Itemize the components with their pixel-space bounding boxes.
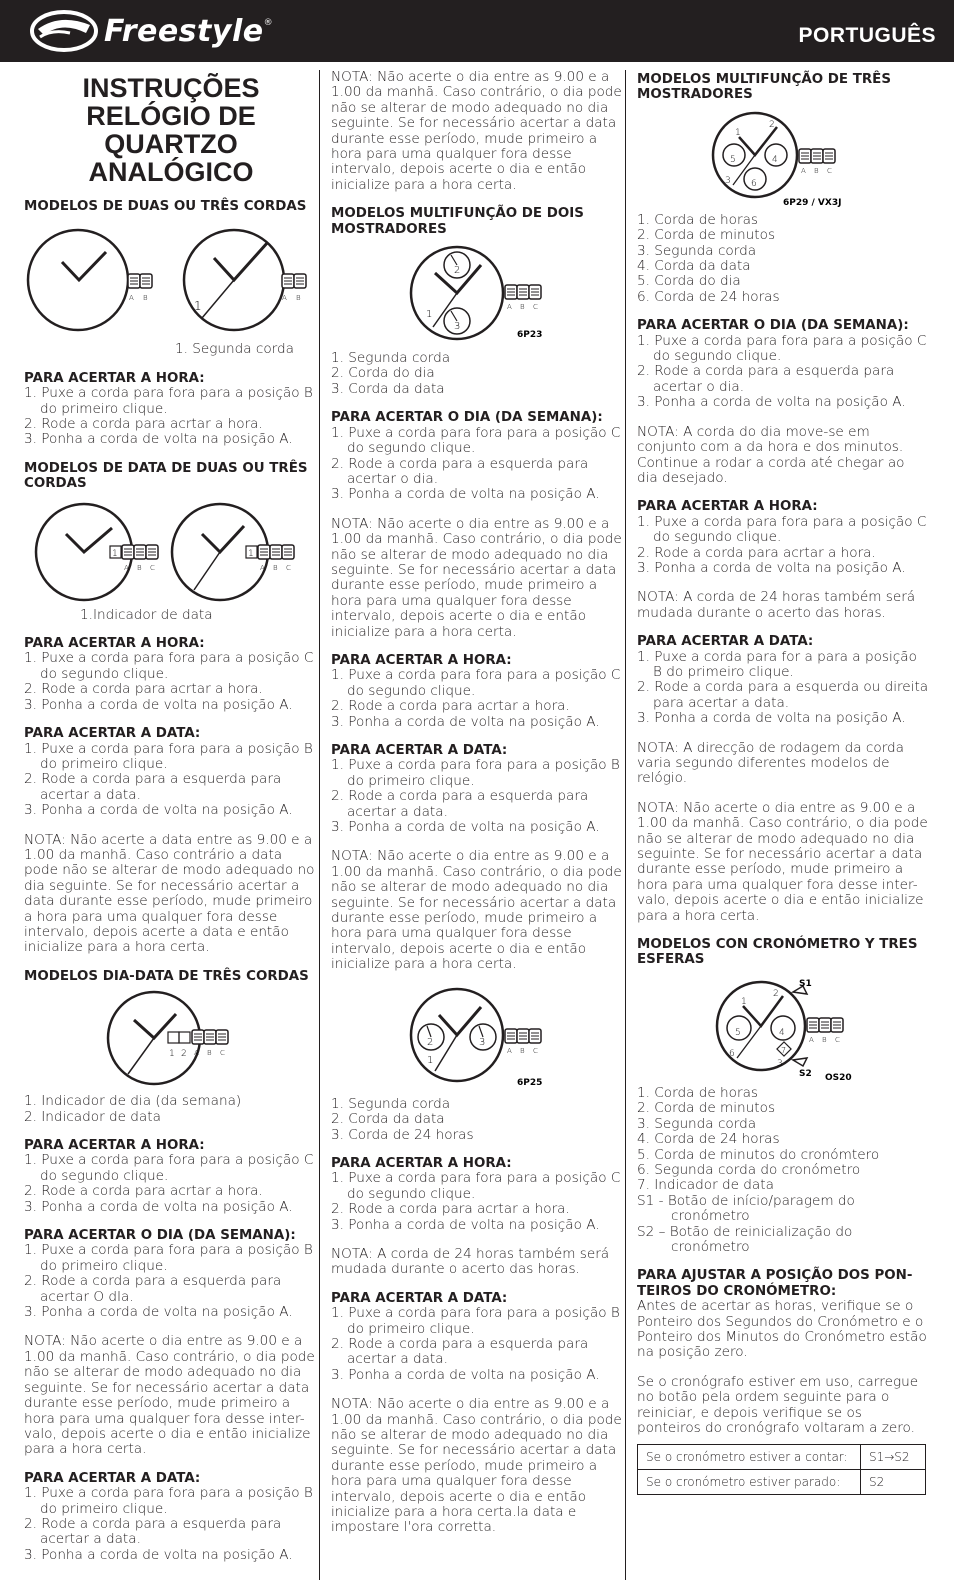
watch-diagram-day-date [24, 990, 318, 1090]
subheading-set-time: PARA ACERTAR A HORA: [24, 370, 205, 386]
subheading-set-date: PARA ACERTAR A DATA: [637, 634, 814, 650]
step-item: 3. Ponha a corda de volta na posição A. [24, 696, 293, 713]
step-item: 1. Puxe a corda para fora para a posição C do segundo clique. [331, 1170, 621, 1202]
steps-list [24, 651, 318, 713]
figure-caption: 1. Segunda corda [331, 350, 451, 367]
subheading-set-date: PARA ACERTAR A DATA: [331, 1290, 508, 1306]
table-cell: Se o cronómetro estiver a contar: [638, 1445, 861, 1470]
watch-diagram-6p25 [331, 987, 623, 1093]
svg-text:B: B [207, 1049, 212, 1058]
steps-list [331, 668, 623, 730]
figure-caption: 2. Corda do dia [331, 365, 435, 382]
svg-text:B: B [137, 563, 142, 572]
svg-text:C: C [835, 1035, 840, 1044]
svg-text:2: 2 [181, 1049, 187, 1060]
figure-caption: 5. Corda do dia [637, 273, 741, 290]
steps-list [637, 650, 929, 727]
svg-text:B: B [143, 294, 148, 303]
note-text: NOTA: Não acerte a data entre as 9.00 e a 1.00 da manhã. Caso contrário a data pode não se alterar de modo adequado no dia seguinte. Se for necessário acertar a data durante esse período, mude primeiro a hora para uma qualquer fora desse intervalo, depois acerte a data e então inicialize para a hora certa. [24, 831, 315, 956]
figure-caption: 6. Segunda corda do cronómetro [637, 1161, 861, 1178]
note-text: NOTA: Não acerte o dia entre as 9.00 e a 1.00 da manhã. Caso contrário, o dia pode não se alterar de modo adequado no dia seguinte. Se for necessário acertar a data durante esse período, mude primeiro a hora para uma qualquer fora desse intervalo, depois acerte o dia e então inicialize para a hora certa.la data e impostare l'ora corretta. [331, 1396, 622, 1536]
step-item: 1. Puxe a corda para fora para a posição B do primeiro clique. [24, 1485, 313, 1517]
steps-list [24, 386, 318, 448]
svg-text:2: 2 [427, 1036, 434, 1048]
step-item: 2. Rode a corda para a esquerda para acertar a data. [24, 1515, 282, 1548]
column-divider [625, 70, 626, 1580]
figure-caption: 4. Corda de 24 horas [637, 1131, 780, 1148]
svg-text:4: 4 [779, 1027, 785, 1038]
figure-caption: 1. Segunda corda [331, 1095, 451, 1112]
svg-text:B: B [273, 563, 278, 572]
figure-caption: 1. Corda de horas [637, 211, 758, 228]
step-item: 3. Ponha a corda de volta na posição A. [24, 1198, 293, 1215]
steps-list [637, 515, 929, 577]
steps-list [24, 742, 318, 819]
note-text: NOTA: A corda do dia move-se em conjunto com a da hora e dos minutos. Continue a rodar a corda até chegar ao dia desejado. [637, 423, 905, 486]
figure-caption: 1.Indicador de data [80, 606, 213, 623]
watch-diagram-date [24, 498, 318, 604]
figure-caption: 3. Corda de 24 horas [331, 1126, 474, 1143]
subheading-adjust-chrono: PARA AJUSTAR A POSIÇÃO DOS PON-TEIROS DO CRONÓMETRO: [637, 1268, 913, 1299]
step-item: 2. Rode a corda para acrtar a hora. [24, 416, 263, 433]
step-item: 1. Puxe a corda para fora para a posição C do segundo clique. [637, 513, 927, 546]
step-item: 2. Rode a corda para acrtar a hora. [331, 1201, 570, 1218]
subheading-set-time: PARA ACERTAR A HORA: [637, 499, 818, 515]
svg-text:C: C [533, 303, 538, 312]
steps-list [24, 1153, 318, 1215]
table-row [638, 1470, 926, 1495]
column-left [24, 70, 318, 1563]
model-number: 6P25 [517, 1077, 543, 1088]
svg-text:1: 1 [194, 299, 202, 314]
step-item: 2. Rode a corda para a esquerda para acertar a data. [331, 788, 589, 820]
step-item: 2. Rode a corda para a esquerda para acertar O dIa. [24, 1273, 282, 1305]
body-text: Antes de acertar as horas, verifique se o Ponteiro dos Segundos do Cronómetro e o Ponteiro dos Minutos do Cronómetro estão na posição zero. [637, 1298, 927, 1361]
svg-text:C: C [827, 166, 832, 175]
step-item: 1. Puxe a corda para fora para a posição B do primeiro clique. [331, 1305, 620, 1337]
svg-text:3: 3 [479, 1036, 486, 1048]
svg-text:B: B [520, 1046, 525, 1055]
step-item: 1. Puxe a corda para fora para a posição B do primeiro clique. [24, 740, 313, 772]
svg-text:C: C [220, 1049, 225, 1058]
subheading-set-date: PARA ACERTAR A DATA: [24, 1470, 201, 1486]
svg-text:3: 3 [454, 321, 461, 333]
table-cell: S1→S2 [861, 1445, 926, 1470]
subheading-set-time: PARA ACERTAR A HORA: [331, 652, 512, 668]
svg-text:B: B [814, 166, 819, 175]
step-item: 3. Ponha a corda de volta na posição A. [637, 710, 906, 727]
step-item: 2. Rode a corda para a esquerda para acertar a data. [24, 771, 282, 803]
brand-logo [30, 8, 273, 54]
model-number: OS20 [825, 1072, 852, 1082]
steps-list [331, 1306, 623, 1383]
step-item: 1. Puxe a corda para fora para a posição C do segundo clique. [331, 667, 621, 699]
figure-caption: 3. Segunda corda [637, 242, 757, 259]
svg-text:5: 5 [730, 154, 736, 165]
svg-text:S2: S2 [799, 1068, 812, 1079]
language-label: PORTUGUÊS [798, 24, 936, 47]
svg-text:C: C [150, 563, 155, 572]
note-text: NOTA: Não acerte o dia entre as 9.00 e a 1.00 da manhã. Caso contrário, o dia pode não se alterar de modo adequado no dia seguinte. Se for necessário acertar a data durante esse período, mude primeiro a hora para uma qualquer fora desse intervalo, depois acerte o dia e então inicialize para a hora certa. [331, 515, 622, 640]
column-right [637, 70, 929, 1495]
svg-text:1: 1 [735, 127, 741, 138]
figure-caption: 5. Corda de minutos do cronómtero [637, 1146, 880, 1163]
step-item: 3. Ponha a corda de volta na posição A. [331, 713, 600, 730]
step-item: 2. Rode a corda para acrtar a hora. [24, 681, 263, 698]
svg-text:A: A [507, 303, 512, 312]
step-item: 2. Rode a corda para a esquerda para acertar o dia. [637, 363, 895, 395]
svg-text:2: 2 [769, 119, 775, 130]
svg-text:S1: S1 [799, 978, 812, 989]
svg-text:A: A [507, 1046, 512, 1055]
svg-text:7: 7 [781, 1045, 787, 1055]
table-row [638, 1445, 926, 1470]
svg-text:A: A [809, 1035, 814, 1044]
steps-list [331, 758, 623, 835]
watch-diagram-6p29 [637, 109, 929, 209]
step-item: 1. Puxe a corda para fora para a posição C do segundo clique. [331, 424, 621, 457]
svg-text:C: C [533, 1046, 538, 1055]
figure-caption: 1. Indicador de dia (da semana) [24, 1093, 242, 1110]
svg-text:B: B [822, 1035, 827, 1044]
subheading-set-time: PARA ACERTAR A HORA: [24, 636, 205, 652]
model-number: 6P23 [517, 330, 543, 341]
step-item: 3. Ponha a corda de volta na posição A. [24, 431, 293, 448]
section-heading: MODELOS MULTIFUNÇÃO DE DOIS MOSTRADORES [331, 206, 584, 237]
subheading-set-day: PARA ACERTAR O DIA (DA SEMANA): [637, 318, 909, 334]
figure-caption: 7. Indicador de data [637, 1177, 774, 1194]
figure-caption: 2. Corda da data [331, 1111, 445, 1128]
section-heading: MODELOS CON CRONÓMETRO Y TRES ESFERAS [637, 937, 918, 968]
svg-text:1: 1 [112, 548, 118, 559]
subheading-set-date: PARA ACERTAR A DATA: [331, 743, 508, 758]
step-item: 1. Puxe a corda para fora para a posição B do primeiro clique. [24, 1242, 313, 1274]
subheading-set-date: PARA ACERTAR A DATA: [24, 726, 201, 742]
watch-diagram-6p23 [331, 243, 623, 347]
note-text: NOTA: A corda de 24 horas também será mudada durante o acerto das horas. [637, 589, 916, 621]
steps-list [24, 1243, 318, 1320]
table-cell: S2 [861, 1470, 926, 1495]
steps-list [24, 1486, 318, 1563]
note-text: NOTA: Não acerte o dia entre as 9.00 e a 1.00 da manhã. Caso contrário, o dia pode não se alterar de modo adequado no dia seguinte. Se for necessário acertar a data durante esse período, mude primeiro a hora para uma qualquer fora desse intervalo, depois acerte o dia e então inicialize para a hora certa. [331, 69, 622, 193]
svg-text:4: 4 [772, 154, 778, 165]
step-item: 3. Ponha a corda de volta na posição A. [331, 1366, 600, 1383]
column-divider [319, 70, 320, 1580]
svg-text:B: B [520, 303, 525, 312]
svg-text:3: 3 [777, 1058, 783, 1069]
svg-text:A: A [282, 294, 287, 303]
figure-caption: 2. Corda de minutos [637, 1100, 776, 1117]
step-item: 2. Rode a corda para acrtar a hora. [331, 698, 570, 715]
figure-caption: 2. Indicador de data [24, 1108, 161, 1125]
svg-text:1: 1 [426, 309, 433, 321]
svg-text:B: B [296, 294, 301, 303]
section-heading: MODELOS MULTIFUNÇÃO DE TRÊS MOSTRADORES [637, 72, 891, 103]
svg-text:A: A [801, 166, 806, 175]
step-item: 2. Rode a corda para a esquerda ou direita para acertar a data. [637, 679, 929, 711]
svg-text:6: 6 [751, 178, 757, 189]
svg-text:1: 1 [741, 996, 747, 1007]
note-text: NOTA: A corda de 24 horas também será mudada durante o acerto das horas. [331, 1245, 610, 1278]
table-cell: Se o cronómetro estiver parado: [638, 1470, 861, 1495]
note-text: NOTA: Não acerte o dia entre as 9.00 e a 1.00 da manhã. Caso contrário, o dia pode não se alterar de modo adequado no dia seguinte. Se for necessário acertar a data durante esse período, mude primeiro a hora para uma qualquer fora desse inter-valo, depois acerte o dia e então inicialize para a hora certa. [24, 1333, 315, 1458]
figure-caption: 1. Corda de horas [637, 1084, 758, 1101]
step-item: 1. Puxe a corda para fora para a posição B do primeiro clique. [331, 757, 620, 789]
steps-list [331, 1171, 623, 1233]
registered-mark: ® [263, 18, 273, 28]
page-header [0, 0, 954, 62]
step-item: 3. Ponha a corda de volta na posição A. [24, 1304, 293, 1321]
step-item: 1. Puxe a corda para fora para a posição B do primeiro clique. [24, 385, 313, 417]
step-item: 1. Puxe a corda para fora para a posição C do segundo clique. [24, 650, 314, 682]
brand-name: Freestyle [104, 13, 264, 49]
svg-text:1: 1 [427, 1054, 434, 1066]
section-heading: MODELOS DE DATA DE DUAS OU TRÊS CORDAS [24, 460, 308, 492]
svg-text:C: C [286, 563, 291, 572]
figure-caption: 2. Corda de minutos [637, 227, 776, 244]
note-text: NOTA: Não acerte o dia entre as 9.00 e a 1.00 da manhã. Caso contrário, o dia pode não se alterar de modo adequado no dia seguinte. Se for necessário acertar a data durante esse período, mude primeiro a hora para uma qualquer fora desse inter-valo, depois acerte o dia e então inicialize para a hora certa. [637, 799, 928, 924]
figure-caption: 1. Segunda corda [174, 341, 294, 358]
svg-text:2: 2 [773, 988, 779, 999]
step-item: 3. Ponha a corda de volta na posição A. [637, 559, 906, 576]
step-item: 2. Rode a corda para acrtar a hora. [637, 544, 876, 561]
svg-text:1: 1 [248, 548, 254, 559]
subheading-set-day: PARA ACERTAR O DIA (DA SEMANA): [24, 1228, 296, 1244]
steps-list [331, 426, 623, 503]
svg-text:5: 5 [735, 1027, 741, 1038]
step-item: 1. Puxe a corda para fora para a posição C do segundo clique. [24, 1152, 314, 1184]
step-item: 3. Ponha a corda de volta na posição A. [331, 1216, 600, 1233]
step-item: 3. Ponha a corda de volta na posição A. [24, 802, 293, 819]
subheading-set-time: PARA ACERTAR A HORA: [24, 1138, 205, 1153]
subheading-set-day: PARA ACERTAR O DIA (DA SEMANA): [331, 410, 603, 426]
note-text: NOTA: A direcção de rodagem da corda varia segundo diferentes modelos de relógio. [637, 739, 905, 787]
watch-diagram-two-three-hands [24, 220, 318, 338]
step-item: 3. Ponha a corda de volta na posição A. [637, 394, 906, 411]
svg-text:A: A [194, 1049, 199, 1058]
step-item: 2. Rode a corda para acrtar a hora. [24, 1183, 263, 1200]
chrono-reset-table [637, 1444, 926, 1495]
step-item: 1. Puxe a corda para fora para a posição C do segundo clique. [637, 332, 927, 365]
step-item: 3. Ponha a corda de volta na posição A. [24, 1546, 293, 1563]
figure-caption: 6. Corda de 24 horas [637, 288, 780, 305]
section-heading: MODELOS DE DUAS OU TRÊS CORDAS [24, 199, 307, 214]
subheading-set-time: PARA ACERTAR A HORA: [331, 1155, 512, 1171]
page-title: INSTRUÇÕES RELÓGIO DE QUARTZO ANALÓGICO [82, 73, 260, 187]
svg-text:6: 6 [729, 1048, 735, 1059]
freestyle-logo-icon [30, 9, 98, 53]
column-middle [331, 70, 623, 1536]
note-text: NOTA: Não acerte o dia entre as 9.00 e a 1.00 da manhã. Caso contrário, o dia pode não se alterar de modo adequado no dia seguinte. Se for necessário acertar a data durante esse período, mude primeiro a hora para uma qualquer fora desse intervalo, depois acerte o dia e então inicialize para a hora certa. [331, 848, 622, 973]
step-item: 3. Ponha a corda de volta na posição A. [331, 819, 600, 836]
svg-text:3: 3 [725, 175, 731, 186]
figure-caption: 3. Corda da data [331, 380, 445, 397]
svg-text:A: A [124, 563, 129, 572]
figure-caption: 3. Segunda corda [637, 1115, 757, 1132]
figure-caption: 4. Corda da data [637, 258, 751, 275]
step-item: 2. Rode a corda para a esquerda para acertar a data. [331, 1335, 589, 1368]
svg-text:2: 2 [454, 265, 461, 277]
figure-caption: S2 – Botão de reinicialização do cronómetro [637, 1223, 853, 1255]
figure-caption: S1 - Botão de início/paragem do cronómetro [637, 1192, 855, 1225]
svg-text:1: 1 [169, 1049, 175, 1060]
step-item: 1. Puxe a corda para for a para a posição B do primeiro clique. [637, 648, 917, 680]
watch-diagram-os20 [637, 974, 929, 1082]
steps-list [637, 334, 929, 411]
svg-text:A: A [129, 294, 134, 303]
body-text: Se o cronógrafo estiver em uso, carregue no botão pela ordem seguinte para o reiniciar, e depois verifique se os ponteiros do cronógrafo voltaram a zero. [637, 1373, 919, 1436]
step-item: 3. Ponha a corda de volta na posição A. [331, 486, 600, 503]
model-number: 6P29 / VX3J [783, 197, 842, 208]
section-heading: MODELOS DIA-DATA DE TRÊS CORDAS [24, 968, 309, 984]
step-item: 2. Rode a corda para a esquerda para acertar o dia. [331, 455, 589, 487]
svg-text:A: A [260, 563, 265, 572]
